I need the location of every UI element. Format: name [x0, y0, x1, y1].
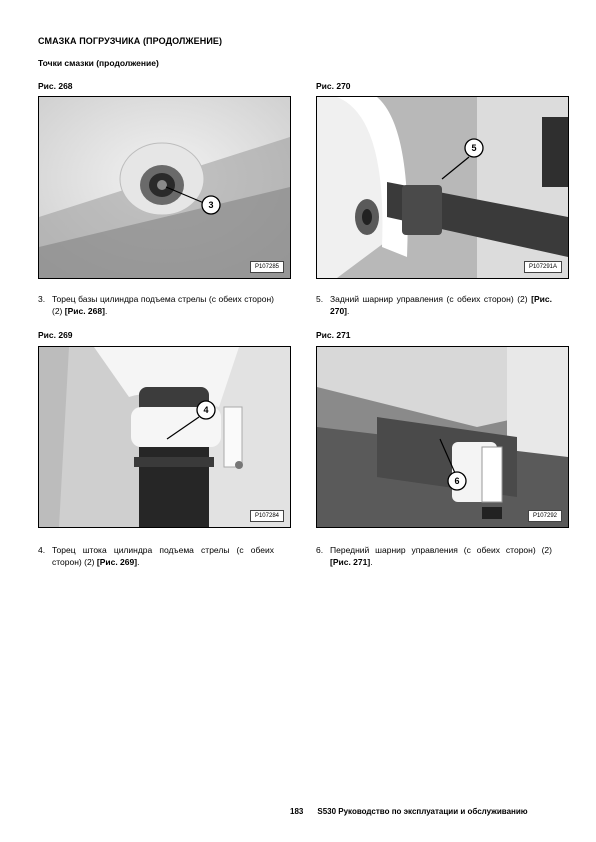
figure-271-photo [316, 346, 569, 528]
caption-end: . [347, 306, 350, 316]
page-footer [290, 807, 528, 816]
caption-text: Торец базы цилиндра подъема стрелы (с обеих сторон) (2) [52, 294, 274, 316]
caption-text: Задний шарнир управления (с обеих сторон) (2) [330, 294, 532, 304]
figure-reference: [Рис. 271] [330, 557, 371, 567]
caption-item-6 [316, 544, 552, 568]
callout-4-number: 4 [203, 405, 209, 415]
caption-text: Передний шарнир управления (с обеих сторон) (2) [330, 545, 552, 555]
callout-5-number: 5 [471, 143, 477, 153]
caption-end: . [104, 306, 108, 316]
figure-269-photo [38, 346, 291, 528]
page-title: СМАЗКА ПОГРУЗЧИКА (ПРОДОЛЖЕНИЕ) [38, 36, 223, 46]
document-title: S530 Руководство по эксплуатации и обслуживанию [317, 807, 528, 816]
figure-270-photo [316, 96, 569, 279]
section-subtitle: Точки смазки (продолжение) [38, 58, 159, 68]
caption-item-4 [38, 544, 274, 568]
callout-3-number: 3 [208, 200, 214, 210]
caption-item-3 [38, 293, 274, 317]
caption-number: 5. [316, 294, 324, 304]
figure-reference: [Рис. 268] [64, 306, 105, 316]
figure-reference: [Рис. 269] [96, 557, 138, 567]
caption-end: . [370, 557, 373, 567]
figure-code-271: P107292 [528, 510, 562, 522]
figure-code-268: P107285 [250, 261, 284, 273]
caption-number: 6. [316, 545, 324, 555]
page-number: 183 [290, 807, 304, 816]
figure-code-270: P107291A [524, 261, 562, 273]
caption-end: . [137, 557, 140, 567]
caption-item-5 [316, 293, 552, 317]
figure-label-269: Рис. 269 [38, 330, 73, 340]
callout-6-number: 6 [454, 476, 460, 486]
figure-268-photo [38, 96, 291, 279]
caption-number: 3. [38, 294, 46, 304]
caption-number: 4. [38, 545, 46, 555]
caption-text: Торец штока цилиндра подъема стрелы (с обеих сторон) (2) [52, 545, 274, 567]
figure-label-270: Рис. 270 [316, 81, 351, 91]
figure-reference: [Рис. 270] [330, 294, 552, 316]
figure-code-269: P107284 [250, 510, 284, 522]
figure-label-271: Рис. 271 [316, 330, 351, 340]
figure-label-268: Рис. 268 [38, 81, 73, 91]
